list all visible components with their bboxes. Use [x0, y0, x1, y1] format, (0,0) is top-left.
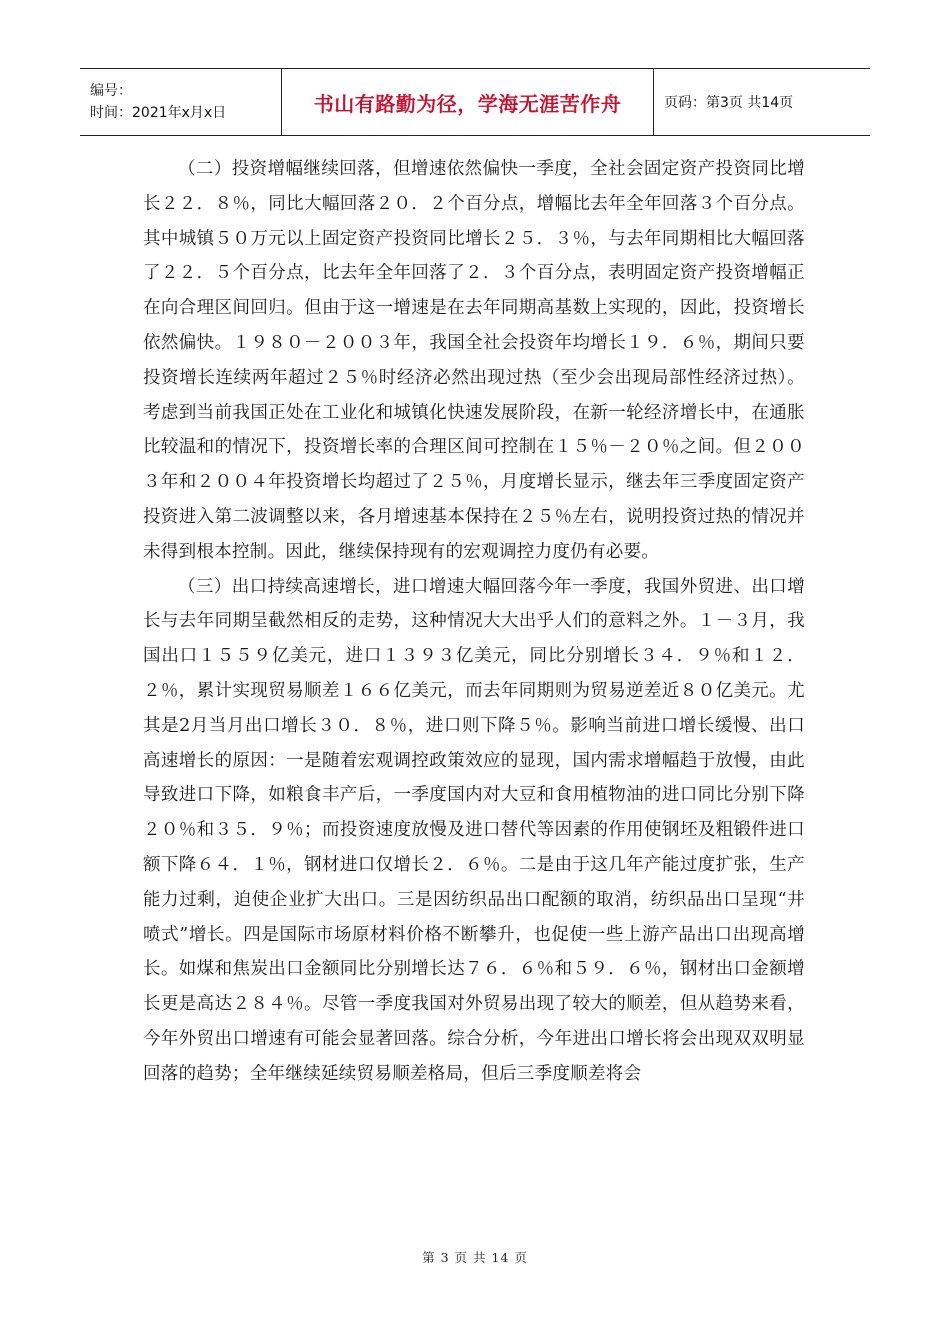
page-header	[80, 68, 870, 136]
paragraph-investment: （二）投资增幅继续回落，但增速依然偏快一季度，全社会固定资产投资同比增长２２．８％，同比大幅回落２０．２个百分点，增幅比去年全年回落３个百分点。其中城镇５０万元以上固定资产投资同比增长２５．３％，与去年同期相比大幅回落了２２．５个百分点，比去年全年回落了２．３个百分点，表明固定资产投资增幅正在向合理区间回归。但由于这一增速是在去年同期高基数上实现的，因此，投资增长依然偏快。１９８０－２００３年，我国全社会投资年均增长１９．６％，期间只要投资增长连续两年超过２５％时经济必然出现过热（至少会出现局部性经济过热）。考虑到当前我国正处在工业化和城镇化快速发展阶段，在新一轮经济增长中，在通胀比较温和的情况下，投资增长率的合理区间可控制在１５％－２０％之间。但２００３年和２００４年投资增长均超过了２５％，月度增长显示，继去年三季度固定资产投资进入第二波调整以来，各月增速基本保持在２５％左右，说明投资过热的情况并未得到根本控制。因此，继续保持现有的宏观调控力度仍有必要。	[143, 159, 805, 562]
document-number-label: 编号：	[90, 83, 132, 99]
header-motto: 书山有路勤为径，学海无涯苦作舟	[282, 69, 654, 135]
header-page-info: 页码：第3页 共14页	[664, 95, 794, 111]
document-body	[143, 152, 805, 1092]
paragraph-trade: （三）出口持续高速增长，进口增速大幅回落今年一季度，我国外贸进、出口增长与去年同期呈截然相反的走势，这种情况大大出乎人们的意料之外。１－３月，我国出口１５５９亿美元，进口１３９３亿美元，同比分别增长３４．９％和１２．２％，累计实现贸易顺差１６６亿美元，而去年同期则为贸易逆差近８０亿美元。尤其是2月当月出口增长３０．８％，进口则下降５％。影响当前进口增长缓慢、出口高速增长的原因：一是随着宏观调控政策效应的显现，国内需求增幅趋于放慢，由此导致进口下降，如粮食丰产后，一季度国内对大豆和食用植物油的进口同比分别下降２０％和３５．９％；而投资速度放慢及进口替代等因素的作用使钢坯及粗锻件进口额下降６４．１％，钢材进口仅增长２．６％。二是由于这几年产能过度扩张，生产能力过剩，迫使企业扩大出口。三是因纺织品出口配额的取消，纺织品出口呈现“井喷式”增长。四是国际市场原材料价格不断攀升，也促使一些上游产品出口出现高增长。如煤和焦炭出口金额同比分别增长达７６．６％和５９．６％，钢材出口金额增长更是高达２８４％。尽管一季度我国对外贸易出现了较大的顺差，但从趋势来看，今年外贸出口增速有可能会显著回落。综合分析，今年进出口增长将会出现双双明显回落的趋势；全年继续延续贸易顺差格局，但后三季度顺差将会	[143, 576, 805, 1084]
header-meta	[80, 69, 282, 135]
document-time-label: 时间：2021年x月x日	[90, 105, 227, 121]
page-footer: 第 3 页 共 14 页	[422, 1250, 528, 1265]
